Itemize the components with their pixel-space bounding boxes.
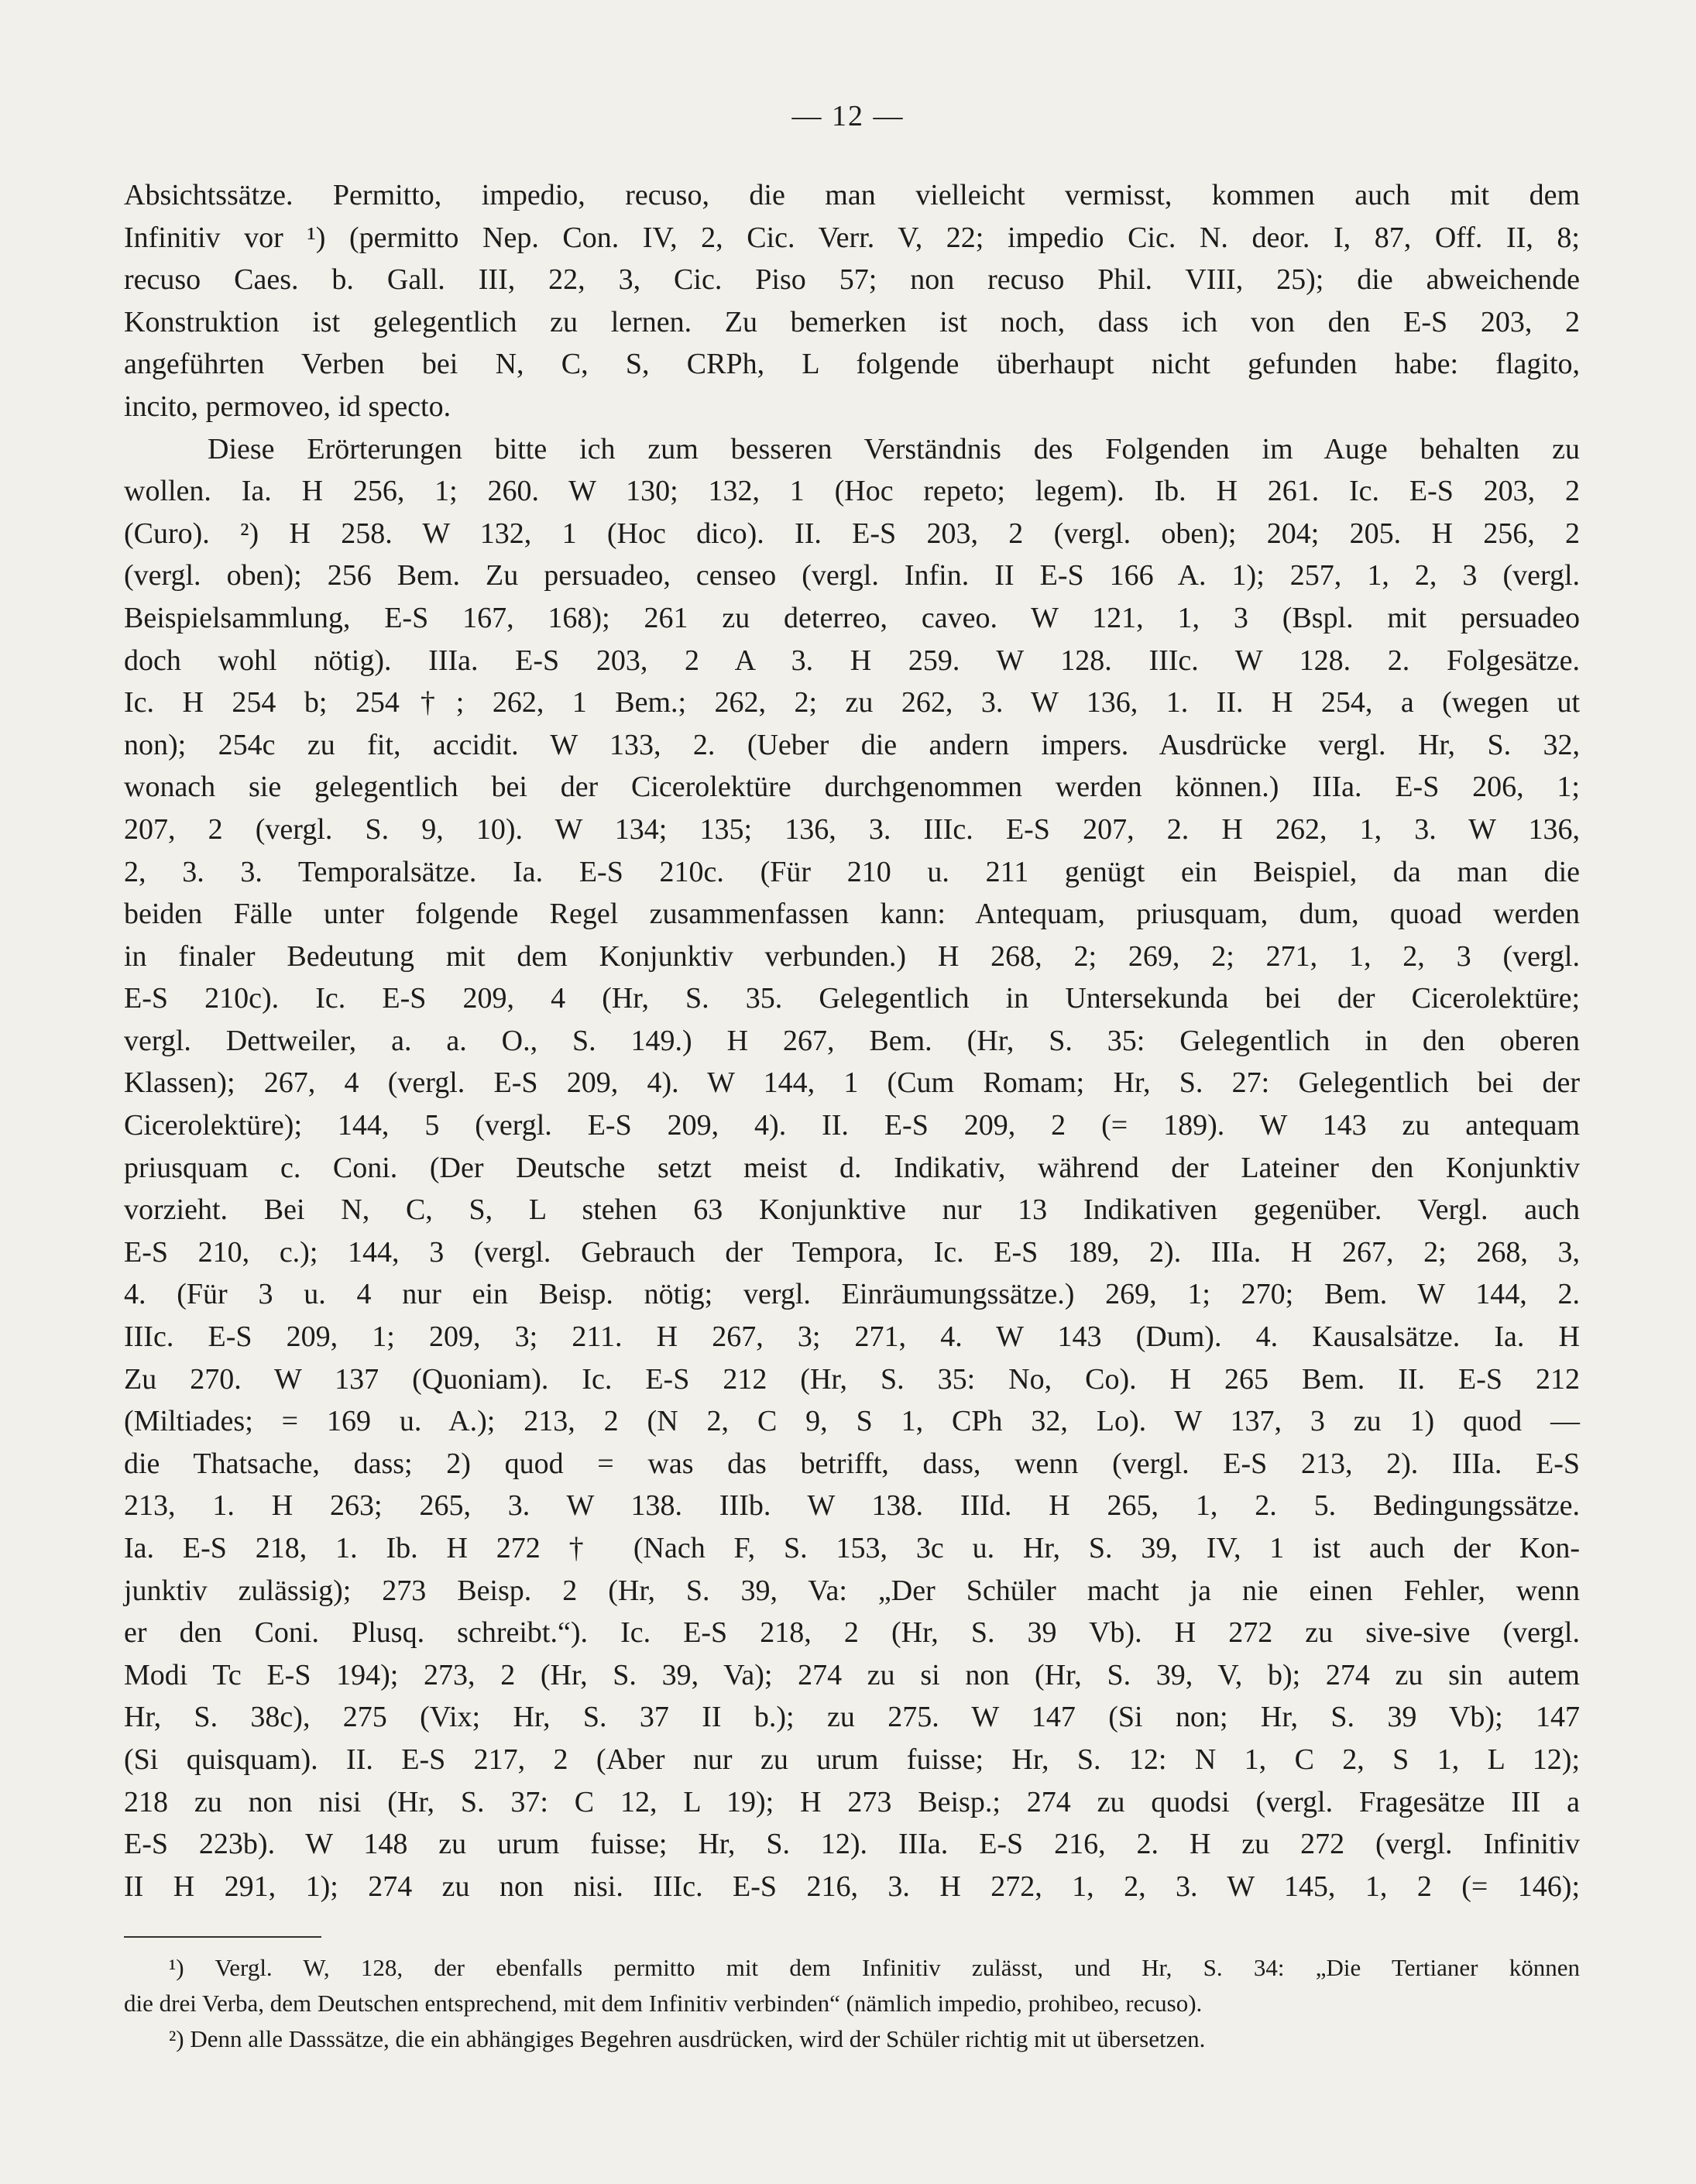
text-line: vergl. Dettweiler, a. a. O., S. 149.) H 267, Bem. (Hr, S. 35: Gelegentlich in den oberen — [124, 1024, 1580, 1057]
text-line: Zu 270. W 137 (Quoniam). Ic. E-S 212 (Hr, S. 35: No, Co). H 265 Bem. II. E-S 212 — [124, 1362, 1580, 1396]
text-line: Ic. H 254 b; 254†; 262, 1 Bem.; 262, 2; zu 262, 3. W 136, 1. II. H 254, a (wegen ut — [124, 686, 1580, 719]
text-line: 218 zu non nisi (Hr, S. 37: C 12, L 19); H 273 Beisp.; 274 zu quodsi (vergl. Fragesätze III a — [124, 1785, 1580, 1818]
text-line: angeführten Verben bei N, C, S, CRPh, L folgende überhaupt nicht gefunden habe: flagito, — [124, 348, 1580, 381]
text-line: Klassen); 267, 4 (vergl. E-S 209, 4). W 144, 1 (Cum Romam; Hr, S. 27: Gelegentlich bei der — [124, 1066, 1580, 1100]
text-line: IIIc. E-S 209, 1; 209, 3; 211. H 267, 3; 271, 4. W 143 (Dum). 4. Kausalsätze. Ia. H — [124, 1320, 1580, 1354]
text-line: E-S 223b). W 148 zu urum fuisse; Hr, S. 12). IIIa. E-S 216, 2. H zu 272 (vergl. Infinitiv — [124, 1828, 1580, 1861]
text-line: Ia. E-S 218, 1. Ib. H 272 † (Nach F, S. 153, 3c u. Hr, S. 39, IV, 1 ist auch der Kon- — [124, 1532, 1580, 1564]
text-line: Hr, S. 38c), 275 (Vix; Hr, S. 37 II b.); zu 275. W 147 (Si non; Hr, S. 39 Vb); 147 — [124, 1701, 1580, 1734]
text-line: (Curo). ²) H 258. W 132, 1 (Hoc dico). II. E-S 203, 2 (vergl. oben); 204; 205. H 256, 2 — [124, 517, 1580, 550]
text-line: Modi Tc E-S 194); 273, 2 (Hr, S. 39, Va); 274 zu si non (Hr, S. 39, V, b); 274 zu sin autem — [124, 1658, 1580, 1691]
text-line: Cicerolektüre); 144, 5 (vergl. E-S 209, 4). II. E-S 209, 2 (= 189). W 143 zu antequam — [124, 1109, 1580, 1142]
text-line: II H 291, 1); 274 zu non nisi. IIIc. E-S 216, 3. H 272, 1, 2, 3. W 145, 1, 2 (= 146); — [124, 1870, 1580, 1903]
text-line: Absichtssätze. Permitto, impedio, recuso, die man vielleicht vermisst, kommen auch mit dem — [124, 179, 1580, 211]
text-line: Diese Erörterungen bitte ich zum besseren Verständnis des Folgenden im Auge behalten zu — [208, 432, 1580, 465]
footnote-divider — [124, 1936, 321, 1938]
text-line: Konstruktion ist gelegentlich zu lernen. Zu bemerken ist noch, dass ich von den E-S 203, 2 — [124, 305, 1580, 338]
text-line: 207, 2 (vergl. S. 9, 10). W 134; 135; 136, 3. IIIc. E-S 207, 2. H 262, 1, 3. W 136, — [124, 812, 1580, 846]
text-line: wollen. Ia. H 256, 1; 260. W 130; 132, 1 (Hoc repeto; legem). Ib. H 261. Ic. E-S 203, 2 — [124, 475, 1580, 508]
footnote-2: ²) Denn alle Dasssätze, die ein abhängiges Begehren ausdrücken, wird der Schüler richtig mit ut übersetzen. — [169, 2025, 1206, 2052]
text-line: (vergl. oben); 256 Bem. Zu persuadeo, censeo (vergl. Infin. II E-S 166 A. 1); 257, 1, 2, 3 (vergl. — [124, 559, 1580, 592]
text-line: (Miltiades; = 169 u. A.); 213, 2 (N 2, C 9, S 1, CPh 32, Lo). W 137, 3 zu 1) quod — — [124, 1405, 1580, 1438]
text-line: beiden Fälle unter folgende Regel zusammenfassen kann: Antequam, priusquam, dum, quoad werden — [124, 898, 1580, 931]
text-line: junktiv zulässig); 273 Beisp. 2 (Hr, S. 39, Va: „Der Schüler macht ja nie einen Fehler, wenn — [124, 1574, 1580, 1607]
text-line: doch wohl nötig). IIIa. E-S 203, 2 A 3. H 259. W 128. IIIc. W 128. 2. Folgesätze. — [124, 644, 1580, 677]
body-text — [124, 174, 1580, 1908]
text-line: in finaler Bedeutung mit dem Konjunktiv verbunden.) H 268, 2; 269, 2; 271, 1, 2, 3 (vergl. — [124, 939, 1580, 973]
text-line: wonach sie gelegentlich bei der Cicerolektüre durchgenommen werden können.) IIIa. E-S 206, 1; — [124, 771, 1580, 804]
text-line: priusquam c. Coni. (Der Deutsche setzt meist d. Indikativ, während der Lateiner den Konjunktiv — [124, 1151, 1580, 1184]
text-line: Beispielsammlung, E-S 167, 168); 261 zu deterreo, caveo. W 121, 1, 3 (Bspl. mit persuadeo — [124, 601, 1580, 634]
text-line: die Thatsache, dass; 2) quod = was das betrifft, dass, wenn (vergl. E-S 213, 2). IIIa. E-S — [124, 1447, 1580, 1480]
text-line: Infinitiv vor ¹) (permitto Nep. Con. IV, 2, Cic. Verr. V, 22; impedio Cic. N. deor. I, 87, Off. II, 8; — [124, 221, 1580, 254]
text-line: 213, 1. H 263; 265, 3. W 138. IIIb. W 138. IIId. H 265, 1, 2. 5. Bedingungssätze. — [124, 1489, 1580, 1523]
text-line: recuso Caes. b. Gall. III, 22, 3, Cic. Piso 57; non recuso Phil. VIII, 25); die abweichende — [124, 263, 1580, 297]
text-line: (Si quisquam). II. E-S 217, 2 (Aber nur zu urum fuisse; Hr, S. 12: N 1, C 2, S 1, L 12); — [124, 1743, 1580, 1776]
text-line: incito, permoveo, id specto. — [124, 390, 451, 423]
text-line: vorzieht. Bei N, C, S, L stehen 63 Konjunktive nur 13 Indikativen gegenüber. Vergl. auch — [124, 1193, 1580, 1227]
page-number: — 12 — — [791, 100, 905, 132]
footnote-1: ¹) Vergl. W, 128, der ebenfalls permitto mit dem Infinitiv zulässt, und Hr, S. 34: „Die Tertianer können — [169, 1954, 1580, 1981]
footnote-1-continued: die drei Verba, dem Deutschen entsprechend, mit dem Infinitiv verbinden“ (nämlich impedio, prohibeo, recuso). — [124, 1990, 1203, 2017]
text-line: E-S 210, c.); 144, 3 (vergl. Gebrauch der Tempora, Ic. E-S 189, 2). IIIa. H 267, 2; 268, 3, — [124, 1235, 1580, 1269]
text-line: er den Coni. Plusq. schreibt.“). Ic. E-S 218, 2 (Hr, S. 39 Vb). H 272 zu sive-sive (vergl. — [124, 1616, 1580, 1650]
text-line: E-S 210c). Ic. E-S 209, 4 (Hr, S. 35. Gelegentlich in Untersekunda bei der Cicerolektüre; — [124, 982, 1580, 1015]
text-line: 2, 3. 3. Temporalsätze. Ia. E-S 210c. (Für 210 u. 211 genügt ein Beispiel, da man die — [124, 855, 1580, 888]
text-line: 4. (Für 3 u. 4 nur ein Beisp. nötig; vergl. Einräumungssätze.) 269, 1; 270; Bem. W 144, 2. — [124, 1278, 1580, 1311]
text-line: non); 254c zu fit, accidit. W 133, 2. (Ueber die andern impers. Ausdrücke vergl. Hr, S. 32, — [124, 728, 1580, 761]
footnotes — [124, 1950, 1580, 2057]
